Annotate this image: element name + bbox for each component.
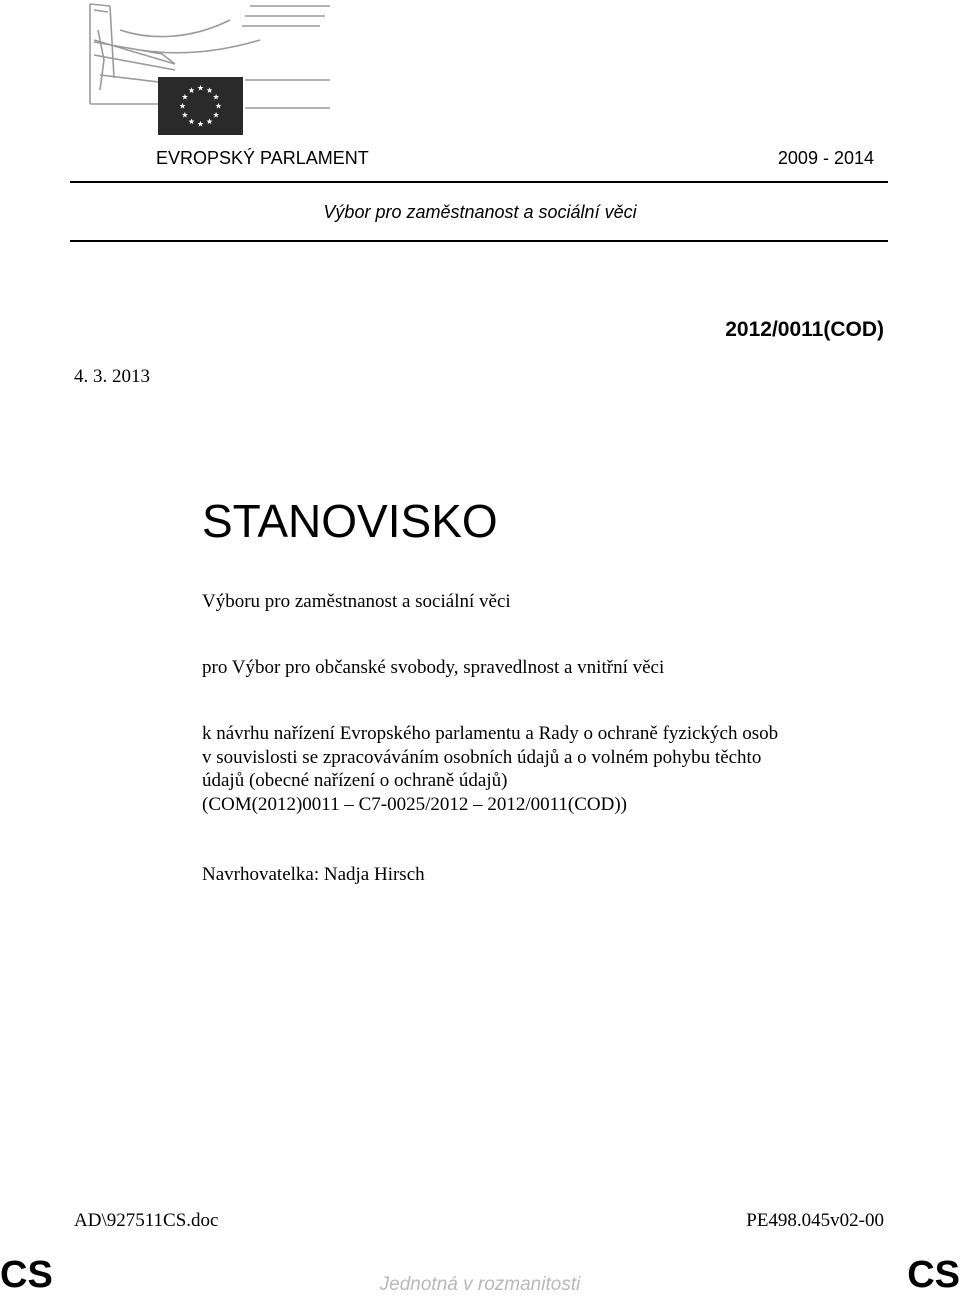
document-reference: AD\927511CS.doc [74, 1210, 219, 1231]
document-title: STANOVISKO [202, 495, 498, 547]
parliament-name: EVROPSKÝ PARLAMENT [156, 148, 369, 168]
subject-paragraph [202, 722, 902, 816]
subject-line: k návrhu nařízení Evropského parlamentu a Rady o ochraně fyzických osob [202, 723, 779, 744]
language-code-right: CS [907, 1254, 960, 1296]
motto: Jednotná v rozmanitosti [379, 1274, 581, 1295]
rapporteur: Navrhovatelka: Nadja Hirsch [202, 864, 425, 885]
to-committee: pro Výbor pro občanské svobody, spravedlnost a vnitřní věci [202, 657, 665, 678]
procedure-reference: 2012/0011(COD) [725, 318, 884, 341]
committee-name: Výbor pro zaměstnanost a sociální věci [323, 202, 637, 222]
language-code-left: CS [0, 1254, 53, 1296]
parliamentary-term: 2009 - 2014 [777, 148, 874, 168]
from-committee: Výboru pro zaměstnanost a sociální věci [202, 591, 511, 612]
subject-line: (COM(2012)0011 – C7-0025/2012 – 2012/0011(COD)) [202, 793, 628, 815]
subject-line: údajů (obecné nařízení o ochraně údajů) [202, 770, 508, 791]
pe-reference: PE498.045v02-00 [746, 1210, 884, 1231]
subject-line: v souvislosti se zpracováváním osobních údajů a o volném pohybu těchto [202, 746, 762, 768]
header-divider [70, 181, 888, 183]
european-parliament-logo-icon [80, 0, 340, 140]
committee-divider [70, 240, 888, 242]
document-date: 4. 3. 2013 [74, 366, 150, 387]
